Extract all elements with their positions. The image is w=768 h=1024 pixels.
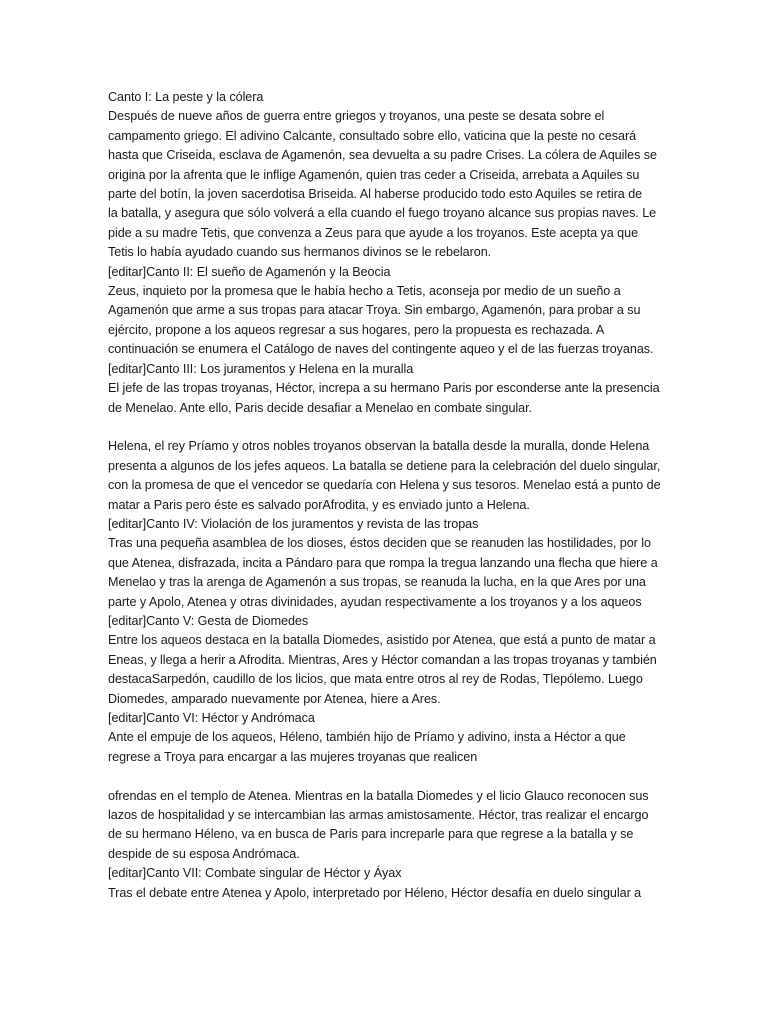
text-line: Entre los aqueos destaca en la batalla Diomedes, asistido por Atenea, que está a punto de matar a — [108, 633, 656, 648]
text-line: con la promesa de que el vencedor se quedaría con Helena y sus tesoros. Menelao está a punto de — [108, 478, 661, 493]
text-line: que Atenea, disfrazada, incita a Pándaro para que rompa la tregua lanzando una flecha que hiere a — [108, 555, 658, 570]
text-line: pide a su madre Tetis, que convenza a Zeus para que ayude a los troyanos. Este acepta ya que — [108, 225, 639, 240]
text-block-1 — [108, 88, 668, 418]
text-line: Diomedes, amparado nuevamente por Atenea, hiere a Ares. — [108, 691, 441, 706]
heading-canto-7: [editar]Canto VII: Combate singular de Héctor y Áyax — [108, 866, 402, 881]
text-line: de su hermano Héleno, va en busca de Paris para increparle para que regrese a la batalla y se — [108, 827, 634, 842]
text-line: matar a Paris pero éste es salvado porAfrodita, y es enviado junto a Helena. — [108, 497, 530, 512]
paragraph-gap — [108, 767, 668, 786]
text-line: la batalla, y asegura que sólo volverá a ella cuando el fuego troyano alcance sus propias naves. Le — [108, 206, 657, 221]
text-line: Helena, el rey Príamo y otros nobles troyanos observan la batalla desde la muralla, donde Helena — [108, 439, 650, 454]
heading-canto-4: [editar]Canto IV: Violación de los juramentos y revista de las tropas — [108, 516, 479, 531]
text-line: Eneas, y llega a herir a Afrodita. Mientras, Ares y Héctor comandan a las tropas troyanas y también — [108, 652, 657, 667]
document-body — [108, 88, 668, 903]
heading-canto-6: [editar]Canto VI: Héctor y Andrómaca — [108, 710, 315, 725]
text-line: Ante el empuje de los aqueos, Héleno, también hijo de Príamo y adivino, insta a Héctor a que — [108, 730, 626, 745]
heading-canto-1: Canto I: La peste y la cólera — [108, 90, 264, 104]
text-line: destacaSarpedón, caudillo de los licios, que mata entre otros al rey de Rodas, Tlepólemo. Luego — [108, 672, 643, 687]
text-line: Después de nueve años de guerra entre griegos y troyanos, una peste se desata sobre el — [108, 109, 605, 124]
heading-canto-2: [editar]Canto II: El sueño de Agamenón y la Beocia — [108, 264, 391, 279]
text-line: regrese a Troya para encargar a las mujeres troyanas que realicen — [108, 749, 478, 764]
text-line: lazos de hospitalidad y se intercambian las armas amistosamente. Héctor, tras realizar el encargo — [108, 808, 649, 822]
text-line: hasta que Criseida, esclava de Agamenón, sea devuelta a su padre Crises. La cólera de Aquiles se — [108, 148, 657, 163]
text-line: parte y Apolo, Atenea y otras divinidades, ayudan respectivamente a los troyanos y a los aqueos — [108, 594, 642, 609]
text-block-2 — [108, 437, 668, 767]
text-line: Tras una pequeña asamblea de los dioses, éstos deciden que se reanuden las hostilidades, por lo — [108, 536, 651, 551]
text-line: origina por la afrenta que le inflige Agamenón, quien tras ceder a Criseida, arrebata a Aquiles su — [108, 167, 640, 182]
text-line: Zeus, inquieto por la promesa que le había hecho a Tetis, aconseja por medio de un sueño a — [108, 284, 621, 299]
heading-canto-5: [editar]Canto V: Gesta de Diomedes — [108, 613, 309, 628]
text-line: Tras el debate entre Atenea y Apolo, interpretado por Héleno, Héctor desafía en duelo singular a — [108, 885, 642, 900]
text-line: continuación se enumera el Catálogo de naves del contingente aqueo y el de las fuerzas troyanas. — [108, 342, 654, 357]
heading-canto-3: [editar]Canto III: Los juramentos y Helena en la muralla — [108, 361, 414, 376]
text-line: presenta a algunos de los jefes aqueos. La batalla se detiene para la celebración del duelo singular, — [108, 458, 661, 473]
text-line: Agamenón que arme a sus tropas para atacar Troya. Sin embargo, Agamenón, para probar a su — [108, 303, 641, 318]
text-line: campamento griego. El adivino Calcante, consultado sobre ello, vaticina que la peste no cesará — [108, 128, 637, 143]
text-line: despide de su esposa Andrómaca. — [108, 846, 300, 861]
text-block-3 — [108, 787, 668, 903]
text-line: El jefe de las tropas troyanas, Héctor, increpa a su hermano Paris por esconderse ante la presencia — [108, 381, 660, 396]
text-line: ofrendas en el templo de Atenea. Mientras en la batalla Diomedes y el licio Glauco reconocen sus — [108, 788, 649, 803]
text-line: ejército, propone a los aqueos regresar a sus hogares, pero la propuesta es rechazada. A — [108, 322, 605, 337]
text-line: parte del botín, la joven sacerdotisa Briseida. Al haberse producido todo esto Aquiles se retira de — [108, 187, 643, 202]
text-line: Menelao y tras la arenga de Agamenón a sus tropas, se reanuda la lucha, en la que Ares por una — [108, 575, 646, 590]
paragraph-gap — [108, 418, 668, 437]
text-line: Tetis lo había ayudado cuando sus hermanos divinos se le rebelaron. — [108, 245, 492, 260]
text-line: de Menelao. Ante ello, Paris decide desafiar a Menelao en combate singular. — [108, 400, 533, 415]
